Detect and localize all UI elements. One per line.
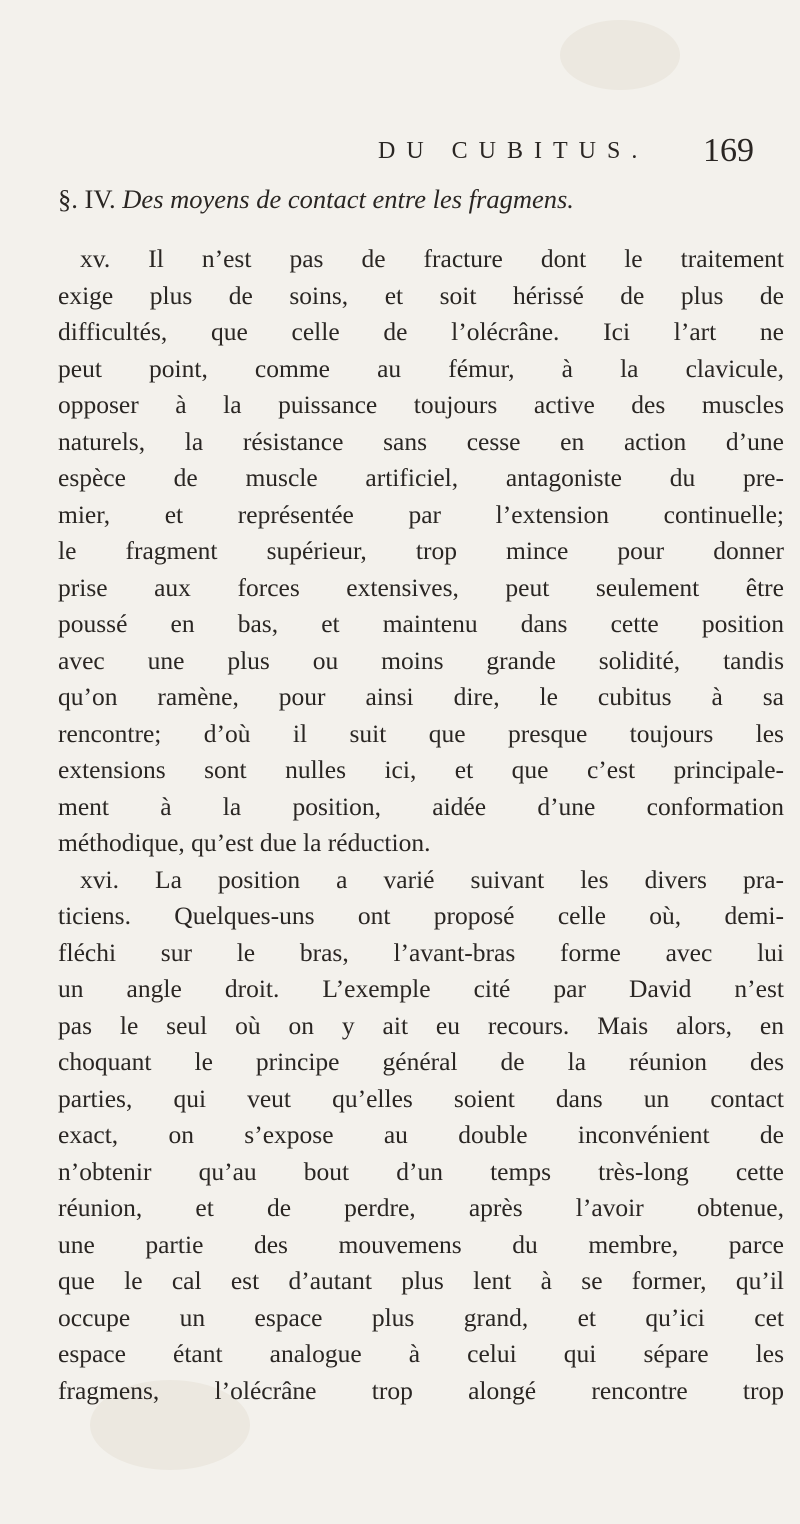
text-line: difficultés, que celle de l’olécrâne. Ici l’art ne (58, 317, 784, 346)
running-title: DU CUBITUS. (378, 138, 649, 164)
text-line: fléchi sur le bras, l’avant-bras forme avec lui (58, 937, 784, 967)
text-line: pas le seul où on y ait eu recours. Mais alors, en (58, 1010, 784, 1040)
text-line: espace étant analogue à celui qui sépare les (58, 1339, 784, 1368)
text-line: réunion, et de perdre, après l’avoir obtenue, (58, 1193, 784, 1222)
text-line: que le cal est d’autant plus lent à se former, qu’il (58, 1266, 784, 1295)
text-line: choquant le principe général de la réunion des (58, 1047, 784, 1076)
text-line: une partie des mouvemens du membre, parce (58, 1229, 784, 1259)
running-head (0, 132, 800, 172)
paper-stain (560, 20, 680, 90)
text-line: un angle droit. L’exemple cité par David n’est (58, 974, 784, 1003)
text-line: ticiens. Quelques-uns ont proposé celle où, demi- (58, 901, 784, 930)
text-line: mier, et représentée par l’extension continuelle; (58, 499, 784, 529)
text-line: méthodique, qu’est due la réduction. (58, 828, 431, 857)
text-line: peut point, comme au fémur, à la clavicule, (58, 353, 784, 383)
text-line: espèce de muscle artificiel, antagoniste du pre- (58, 463, 784, 492)
text-line: xv. Il n’est pas de fracture dont le traitement (80, 244, 784, 273)
text-line: naturels, la résistance sans cesse en action d’une (58, 426, 784, 456)
section-number: §. IV. (58, 184, 116, 214)
text-line: rencontre; d’où il suit que presque toujours les (58, 718, 784, 748)
section-heading (58, 184, 778, 215)
text-line: extensions sont nulles ici, et que c’est principale- (58, 755, 784, 784)
page-number: 169 (703, 132, 754, 169)
text-line: prise aux forces extensives, peut seulement être (58, 572, 784, 602)
text-line: le fragment supérieur, trop mince pour donner (58, 536, 784, 565)
text-line: n’obtenir qu’au bout d’un temps très-long cette (58, 1156, 784, 1186)
text-line: ment à la position, aidée d’une conformation (58, 791, 784, 821)
text-line: xvi. La position a varié suivant les divers pra- (80, 864, 784, 894)
section-title: Des moyens de contact entre les fragmens. (122, 184, 574, 214)
text-line: parties, qui veut qu’elles soient dans un contact (58, 1083, 784, 1113)
text-line: opposer à la puissance toujours active des muscles (58, 390, 784, 419)
text-line: qu’on ramène, pour ainsi dire, le cubitus à sa (58, 682, 784, 711)
body-text (58, 241, 784, 1409)
text-line: poussé en bas, et maintenu dans cette position (58, 609, 784, 638)
text-line: occupe un espace plus grand, et qu’ici cet (58, 1302, 784, 1332)
text-line: exige plus de soins, et soit hérissé de plus de (58, 280, 784, 310)
text-line: avec une plus ou moins grande solidité, tandis (58, 645, 784, 675)
text-line: exact, on s’expose au double inconvénient de (58, 1120, 784, 1149)
text-line: fragmens, l’olécrâne trop alongé rencontre trop (58, 1375, 784, 1405)
